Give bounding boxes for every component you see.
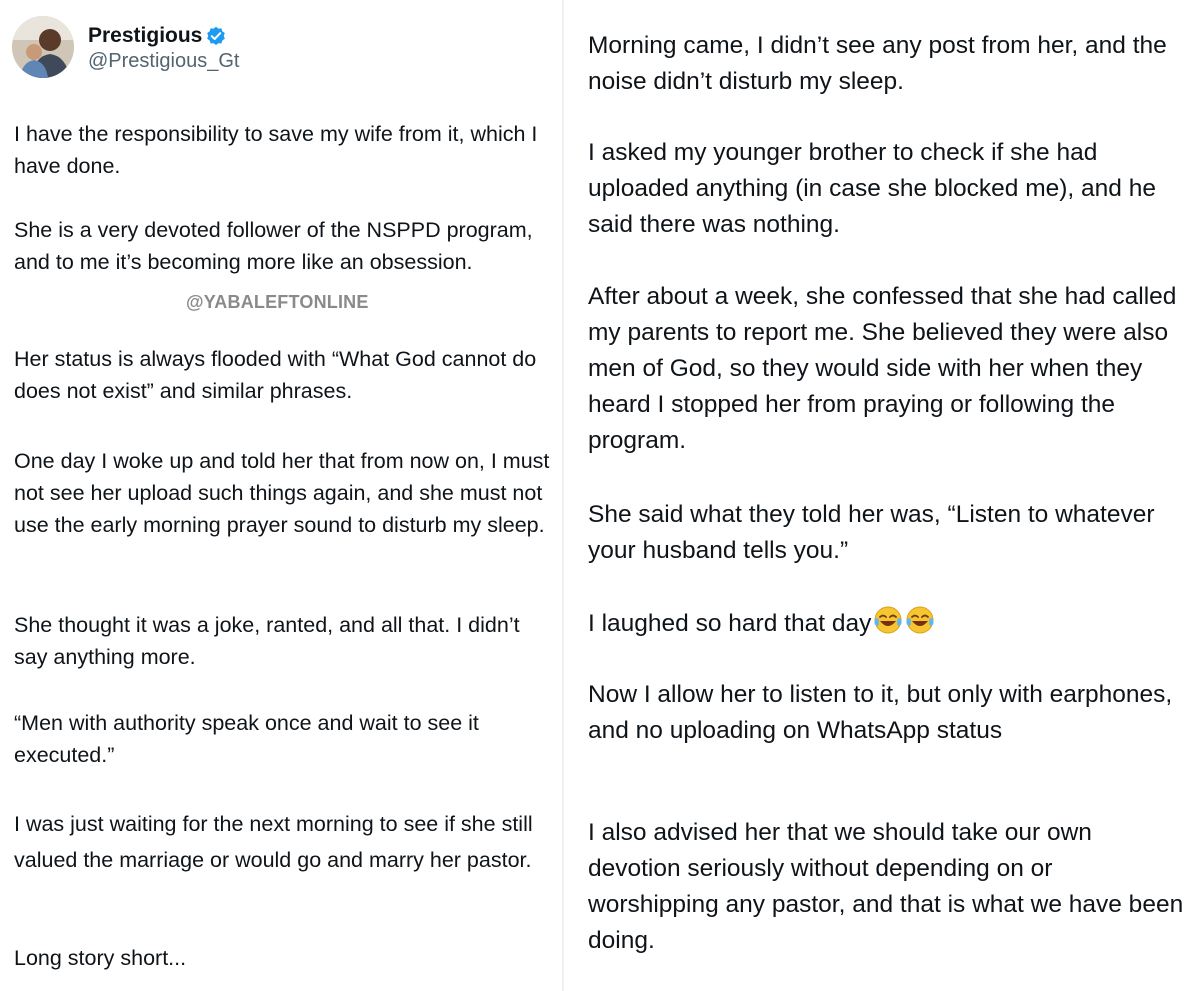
tweet-paragraph: I was just waiting for the next morning to see if she still valued the marriage or would go and marry her pastor. (14, 812, 533, 872)
watermark: @YABALEFTONLINE (186, 292, 369, 312)
tweet-paragraph: I have the responsibility to save my wife from it, which I have done. (14, 122, 538, 178)
face-with-tears-of-joy-icon (873, 605, 903, 635)
laugh-text: I laughed so hard that day (588, 610, 872, 637)
tweet-paragraph: I asked my younger brother to check if she had uploaded anything (in case she blocked me), and he said there was nothing. (588, 139, 1156, 238)
user-handle[interactable]: @Prestigious_Gt (88, 50, 240, 72)
tweet-paragraph: Her status is always flooded with “What God cannot do does not exist” and similar phrases. (14, 347, 537, 403)
tweet-paragraph: Long story short... (14, 946, 187, 970)
column-divider (562, 0, 564, 991)
tweet-paragraph: “Men with authority speak once and wait to see it executed.” (14, 711, 479, 767)
display-name[interactable]: Prestigious (88, 24, 203, 47)
tweet-paragraph: She is a very devoted follower of the NSPPD program, and to me it’s becoming more like an obsession. (14, 218, 533, 274)
tweet-paragraph: I also advised her that we should take our own devotion seriously without depending on or worshipping any pastor, and that is what we have been doing. (588, 819, 1184, 954)
tweet-paragraph: Now I allow her to listen to it, but only with earphones, and no uploading on WhatsApp status (588, 681, 1173, 744)
verified-badge-icon (206, 26, 226, 46)
tweet-paragraph: One day I woke up and told her that from now on, I must not see her upload such things again, and she must not use the early morning prayer sound to disturb my sleep. (14, 449, 550, 537)
tweet-paragraph: She thought it was a joke, ranted, and all that. I didn’t say anything more. (14, 613, 520, 669)
avatar[interactable] (12, 16, 74, 78)
tweet-paragraph: She said what they told her was, “Listen to whatever your husband tells you.” (588, 501, 1155, 564)
tweet-paragraph-laugh (588, 605, 1188, 646)
face-with-tears-of-joy-icon (905, 605, 935, 635)
tweet-paragraph: Morning came, I didn’t see any post from her, and the noise didn’t disturb my sleep. (588, 32, 1167, 95)
tweet-paragraph: After about a week, she confessed that she had called my parents to report me. She believed they were also men of God, so they would side with her when they heard I stopped her from praying or following the program. (588, 283, 1177, 454)
